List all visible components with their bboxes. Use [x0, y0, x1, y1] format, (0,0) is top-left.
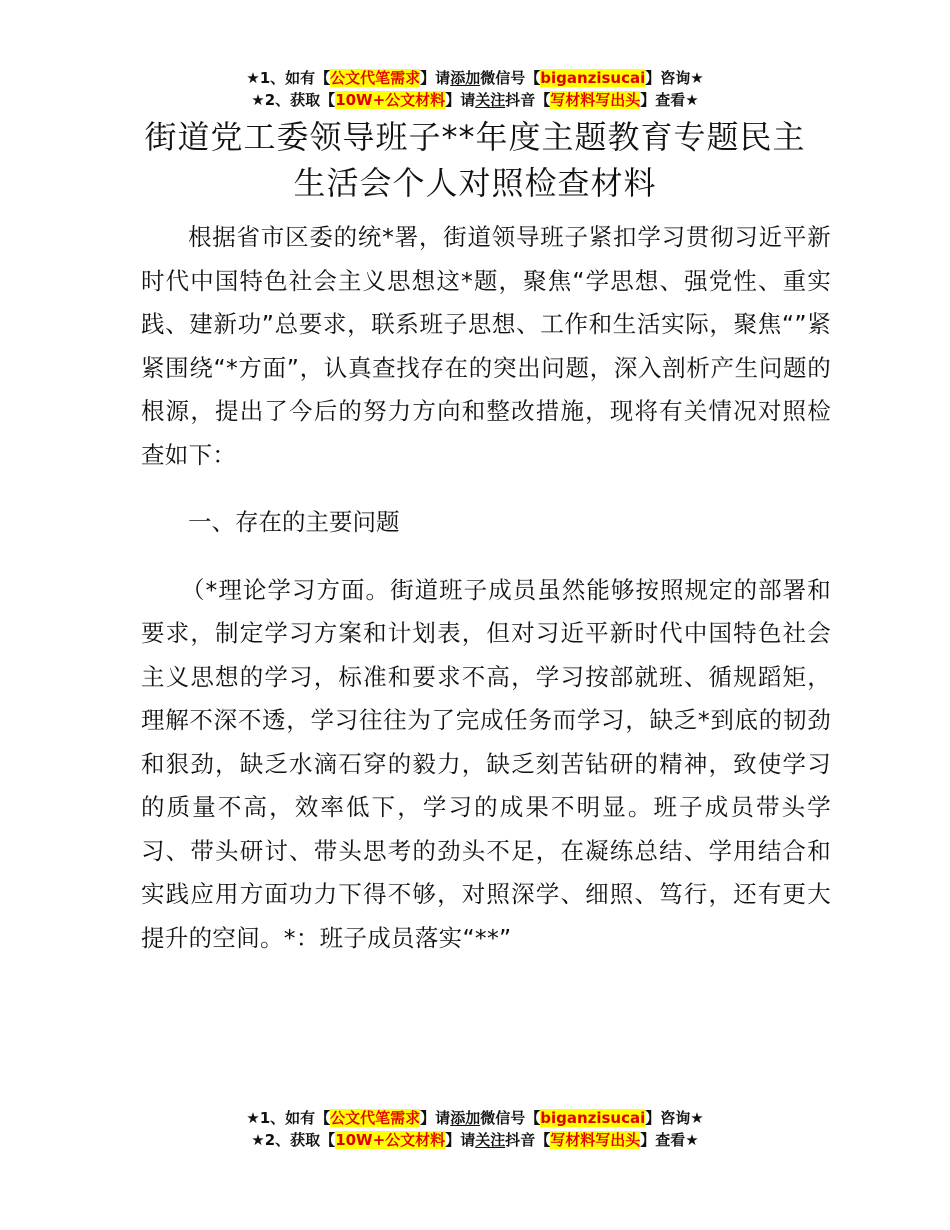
body-paragraph: （*理论学习方面。街道班子成员虽然能够按照规定的部署和要求，制定学习方案和计划表，但对习近平新时代中国特色社会主义思想的学习，标准和要求不高，学习按部就班、循规蹈矩，理解不深不透，学习往往为了完成任务而学习，缺乏*到底的韧劲和狠劲，缺乏水滴石穿的毅力，缺乏刻苦钻研的精神，致使学习的质量不高，效率低下，学习的成果不明显。班子成员带头学习、带头研讨、带头思考的劲头不足，在凝练总结、学用结合和实践应用方面功力下得不够，对照深学、细照、笃行，还有更大提升的空间。*：班子成员落实“**” — [141, 575, 831, 952]
banner-highlight: biganzisucai — [540, 69, 646, 87]
banner-highlight: 写材料写出头 — [550, 1131, 641, 1149]
banner-highlight: 写材料写出头 — [550, 91, 641, 109]
banner-text: 】咨询★ — [645, 1109, 704, 1127]
footer-banner — [0, 1107, 950, 1151]
banner-emphasis: 关注 — [475, 91, 506, 109]
intro-paragraph: 根据省市区委的统*署，街道领导班子紧扣学习贯彻习近平新时代中国特色社会主义思想这*题，聚焦“学思想、强党性、重实践、建新功”总要求，联系班子思想、工作和生活实际，聚焦“”紧紧围绕“*方面”，认真查找存在的突出问题，深入剖析产生问题的根源，提出了今后的努力方向和整改措施，现将有关情况对照检查如下： — [141, 223, 831, 469]
document-body — [141, 216, 831, 960]
banner-line-1 — [0, 1107, 950, 1129]
banner-highlight: 公文代笔需求 — [330, 69, 421, 87]
banner-text: ★1、如有【 — [246, 1109, 331, 1127]
section-heading: 一、存在的主要问题 — [188, 508, 400, 536]
banner-line-1 — [0, 67, 950, 89]
banner-line-2 — [0, 1129, 950, 1151]
banner-text: 】查看★ — [640, 91, 699, 109]
banner-highlight: 10W+公文材料 — [335, 91, 446, 109]
banner-text: 微信号【 — [480, 1109, 541, 1127]
banner-emphasis: 关注 — [475, 1131, 506, 1149]
banner-emphasis: 添加 — [450, 69, 481, 87]
banner-text: 抖音【 — [505, 91, 551, 109]
banner-text: 抖音【 — [505, 1131, 551, 1149]
banner-highlight: 公文代笔需求 — [330, 1109, 421, 1127]
banner-text: 】请 — [420, 1109, 451, 1127]
banner-text: 】咨询★ — [645, 69, 704, 87]
banner-text: 微信号【 — [480, 69, 541, 87]
banner-text: ★2、获取【 — [251, 1131, 336, 1149]
banner-text: 】请 — [445, 91, 476, 109]
banner-emphasis: 添加 — [450, 1109, 481, 1127]
banner-text: 】请 — [445, 1131, 476, 1149]
banner-text: 】查看★ — [640, 1131, 699, 1149]
banner-text: ★2、获取【 — [251, 91, 336, 109]
banner-text: ★1、如有【 — [246, 69, 331, 87]
banner-line-2 — [0, 89, 950, 111]
banner-text: 】请 — [420, 69, 451, 87]
banner-highlight: 10W+公文材料 — [335, 1131, 446, 1149]
banner-highlight: biganzisucai — [540, 1109, 646, 1127]
title-line-2: 生活会个人对照检查材料 — [293, 164, 657, 202]
header-banner — [0, 67, 950, 111]
document-title — [0, 114, 950, 206]
title-line-1: 街道党工委领导班子**年度主题教育专题民主 — [144, 118, 806, 156]
